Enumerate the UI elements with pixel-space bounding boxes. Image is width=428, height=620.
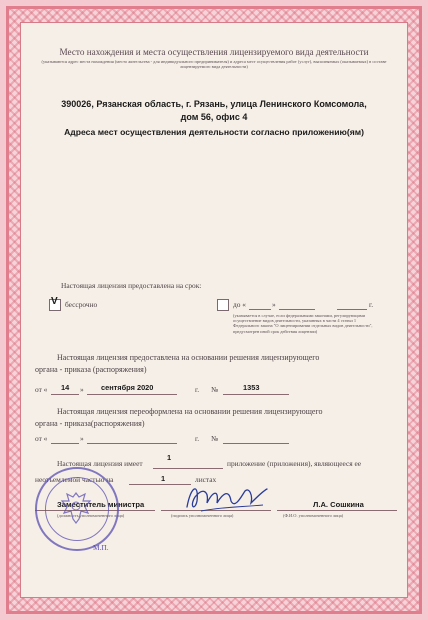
indefinite-check-mark: V	[51, 296, 58, 307]
official-stamp	[35, 467, 119, 551]
annex-count-line	[153, 468, 223, 469]
handwritten-signature	[181, 477, 271, 517]
signatory-position: Заместитель министра	[57, 500, 145, 509]
activity-places: Адреса мест осуществления деятельности согласно приложению(ям)	[64, 127, 364, 137]
basis-number-sign: №	[211, 385, 219, 394]
reissue-day-line	[51, 443, 79, 444]
name-line	[277, 510, 397, 511]
basis-line-2: органа - приказа (распоряжения)	[35, 365, 147, 374]
basis-close: »	[80, 385, 84, 394]
reissue-year-suffix: г.	[195, 434, 200, 443]
document-body	[20, 22, 408, 598]
basis-number-line	[223, 394, 289, 395]
basis-line-1: Настоящая лицензия предоставлена на основании решения лицензирующего	[57, 353, 320, 362]
term-note: (указывается в случае, если федеральными законами, регулирующими осуществление видов деятельности, указанных в части 4 статьи 1 Федерального закона "О лицензировании отдельных видов деятельности", предусмотрен иной срок действия лицензии)	[233, 313, 373, 334]
position-caption: (должность уполномоченного лица)	[57, 513, 125, 518]
basis-month: сентября 2020	[101, 383, 154, 392]
header-subtitle: (указываются адрес места нахождения (место жительства - для индивидуального предпринимателя) и адреса мест осуществления работ (услуг), выполняемых (оказываемых) в составе лицензируемого вида деятельности)	[41, 59, 387, 70]
reissue-line-2: органа - приказа(распоряжения)	[35, 419, 145, 428]
annex-part-prefix: неотъемлемой частью на	[35, 475, 114, 484]
reissue-number-line	[223, 443, 289, 444]
mp-mark: М.П.	[93, 543, 109, 552]
signatory-name: Л.А. Сошкина	[313, 500, 364, 509]
basis-number: 1353	[243, 383, 260, 392]
header-title: Место нахождения и места осуществления лицензируемого вида деятельности	[59, 47, 369, 57]
basis-month-line	[87, 394, 177, 395]
address-line-2: дом 56, офис 4	[180, 112, 248, 122]
until-close: »	[272, 300, 276, 309]
annex-count: 1	[167, 453, 172, 462]
basis-year-suffix: г.	[195, 385, 200, 394]
basis-day: 14	[61, 383, 70, 392]
until-year-line	[337, 309, 367, 310]
address-line-1: 390026, Рязанская область, г. Рязань, улица Ленинского Комсомола,	[61, 99, 367, 109]
eagle-emblem-icon	[59, 489, 93, 525]
annex-has-prefix: Настоящая лицензия имеет	[57, 459, 143, 468]
until-day-line	[249, 309, 271, 310]
term-label: Настоящая лицензия предоставлена на срок:	[61, 281, 202, 290]
reissue-from: от «	[35, 434, 48, 443]
name-caption: (Ф.И.О. уполномоченного лица)	[283, 513, 344, 518]
basis-from: от «	[35, 385, 48, 394]
annex-has-suffix: приложение (приложения), являющееся ее	[227, 459, 362, 468]
until-checkbox	[217, 299, 229, 311]
reissue-month-line	[87, 443, 177, 444]
reissue-number-sign: №	[211, 434, 219, 443]
reissue-line-1: Настоящая лицензия переоформлена на основании решения лицензирующего	[57, 407, 323, 416]
annex-sheets-suffix: листах	[195, 475, 217, 484]
until-month-line	[279, 309, 315, 310]
until-prefix: до «	[233, 300, 246, 309]
signature-caption: (подпись уполномоченного лица)	[171, 513, 234, 518]
until-year-suffix: г.	[369, 300, 374, 309]
indefinite-label: бессрочно	[65, 300, 98, 309]
reissue-close: »	[80, 434, 84, 443]
annex-sheets: 1	[161, 474, 166, 483]
basis-day-line	[51, 394, 79, 395]
